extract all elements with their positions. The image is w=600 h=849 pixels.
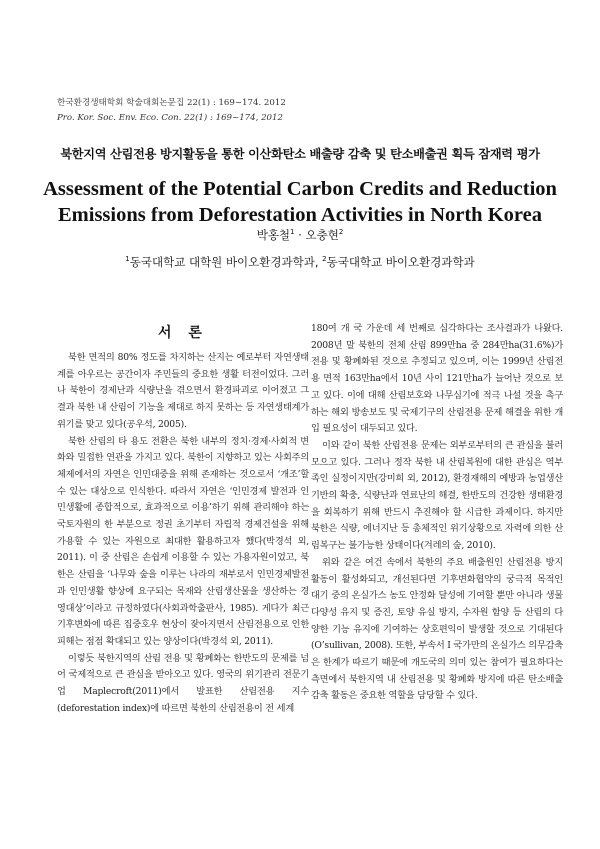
- author-list: [0, 227, 600, 243]
- author-name: 박홍철: [256, 228, 291, 242]
- affiliation-mark: 1: [125, 255, 130, 264]
- body-paragraph: 180여 개 국 가운데 세 번째로 심각하다는 조사결과가 나왔다. 2008년 말 북한의 전체 산림 899만ha 중 284만ha(31.6%)가 전용 및 황폐화된 것으로 추정되고 있으며, 이는 1999년 산림전용 면적 163만ha에서 10년 사이 121만ha가 늘어난 것으로 보고 있다. 이에 대해 산림보호와 나무심기에 적극 나설 것을 촉구하는 해외 방송보도 및 국제기구의 산림전용 문제 해결을 위한 개입 필요성이 대두되고 있다.: [311, 323, 563, 435]
- author-name: 오충현: [305, 228, 339, 242]
- korean-title: 북한지역 산림전용 방지활동을 통한 이산화탄소 배출량 감축 및 탄소배출권 획득 잠재력 평가: [60, 147, 540, 161]
- english-title: [0, 176, 600, 228]
- affiliation-mark: 2: [322, 255, 327, 264]
- right-column: [311, 321, 563, 705]
- english-title-line-2: Emissions from Deforestation Activities in North Korea: [58, 204, 542, 226]
- english-title-line-1: Assessment of the Potential Carbon Credits and Reduction: [43, 178, 557, 200]
- author-separator: ·: [294, 228, 306, 242]
- affiliation-list: [0, 254, 600, 270]
- body-paragraph: 북한 면적의 80% 정도를 차지하는 산지는 예로부터 자연생태계를 아우르는 공간이자 주민들의 중요한 생활 터전이었다. 그러나 북한이 경제난과 식량난을 겪으면서 환경파괴로 이어졌고 그 결과 북한 내 산림이 기능을 제대로 하지 못하는 등 자연생태계가 위기를 맞고 있다(공우석, 2005).: [57, 352, 309, 430]
- body-paragraph: 이와 같이 북한 산림전용 문제는 외부로부터의 큰 관심을 불러 모으고 있다. 그러나 정작 북한 내 산림복원에 대한 관심은 역부족인 실정이지만(강미희 외, 2012), 환경재해의 예방과 농업생산기반의 확충, 식량난과 연료난의 해결, 한반도의 건강한 생태환경을 회복하기 위해 반드시 추진해야 할 시급한 과제이다. 하지만 북한은 식량, 에너지난 등 총체적인 위기상황으로 자력에 의한 산림복구는 불가능한 상태이다(겨레의 숲, 2010).: [311, 439, 563, 552]
- journal-header: [57, 96, 286, 126]
- journal-citation-kr: 한국환경생태학회 학술대회논문집 22(1) : 169~174. 2012: [57, 98, 286, 108]
- left-column: [57, 350, 309, 717]
- journal-citation-en: Pro. Kor. Soc. Env. Eco. Con. 22(1) : 169~174, 2012: [57, 113, 283, 123]
- affiliation: 동국대학교 대학원 바이오환경과학과,: [129, 255, 323, 269]
- author-affiliation-mark: 1: [290, 228, 295, 237]
- body-paragraph: 위와 같은 여건 속에서 북한의 주요 배출원인 산림전용 방지 활동이 활성화되고, 개선된다면 기후변화협약의 궁극적 목적인 대기 중의 온실가스 농도 안정화 달성에 기여할 뿐만 아니라 생물다양성 유지 및 증진, 토양 유실 방지, 수자원 함양 등 산림의 다양한 기능 유지에 기여하는 상호편익이 발생할 것으로 기대된다(O’sullivan, 2008). 또한, 부속서 I 국가만의 온실가스 의무감축은 한계가 따르기 때문에 개도국의 의미 있는 참여가 필요하다는 측면에서 북한지역 내 산림전용 및 황폐화 방지에 따른 탄소배출 감축 활동은 중요한 역할을 담당할 수 있다.: [311, 556, 563, 702]
- body-paragraph: 이렇듯 북한지역의 산림 전용 및 황폐화는 한반도의 문제를 넘어 국제적으로 큰 관심을 받아오고 있다. 영국의 위기관리 전문기업 Maplecroft(2011)에서 발표한 산림전용 지수(deforestation index)에 따르면 북한의 산림전용이 전 세계: [57, 652, 309, 714]
- body-paragraph: 북한 산림의 타 용도 전환은 북한 내부의 정치·경제·사회적 변화와 밀접한 연관을 가지고 있다. 북한이 지향하고 있는 사회주의 체제에서의 자연은 인민대중을 위해 존재하는 것으로서 ‘개조’할 수 있는 대상으로 인식한다. 따라서 자연은 ‘인민경제 발전과 인민생활에 종합적으로, 효과적으로 이용’하기 위해 관리해야 하는 국토자원의 한 부분으로 정권 초기부터 자립적 경제건설을 위해 가용할 수 있는 자원으로 최대한 활용하고자 했다(박경석 외, 2011). 이 중 산림은 손쉽게 이용할 수 있는 가용자원이었고, 북한은 산림을 ‘나무와 숲을 이루는 나라의 재부로서 인민경제발전과 인민생활 향상에 요구되는 목재와 산림생산물을 생산하는 경영대상’이라고 규정하였다(사회과학출판사, 1985). 게다가 최근 기후변화에 따른 집중호우 현상이 잦아지면서 산림전용으로 인한 피해는 점점 확대되고 있는 양상이다(박경석 외, 2011).: [57, 435, 309, 647]
- affiliation: 동국대학교 바이오환경과학과: [326, 255, 475, 269]
- author-affiliation-mark: 2: [338, 228, 344, 237]
- section-heading-introduction: 서 론: [158, 325, 208, 341]
